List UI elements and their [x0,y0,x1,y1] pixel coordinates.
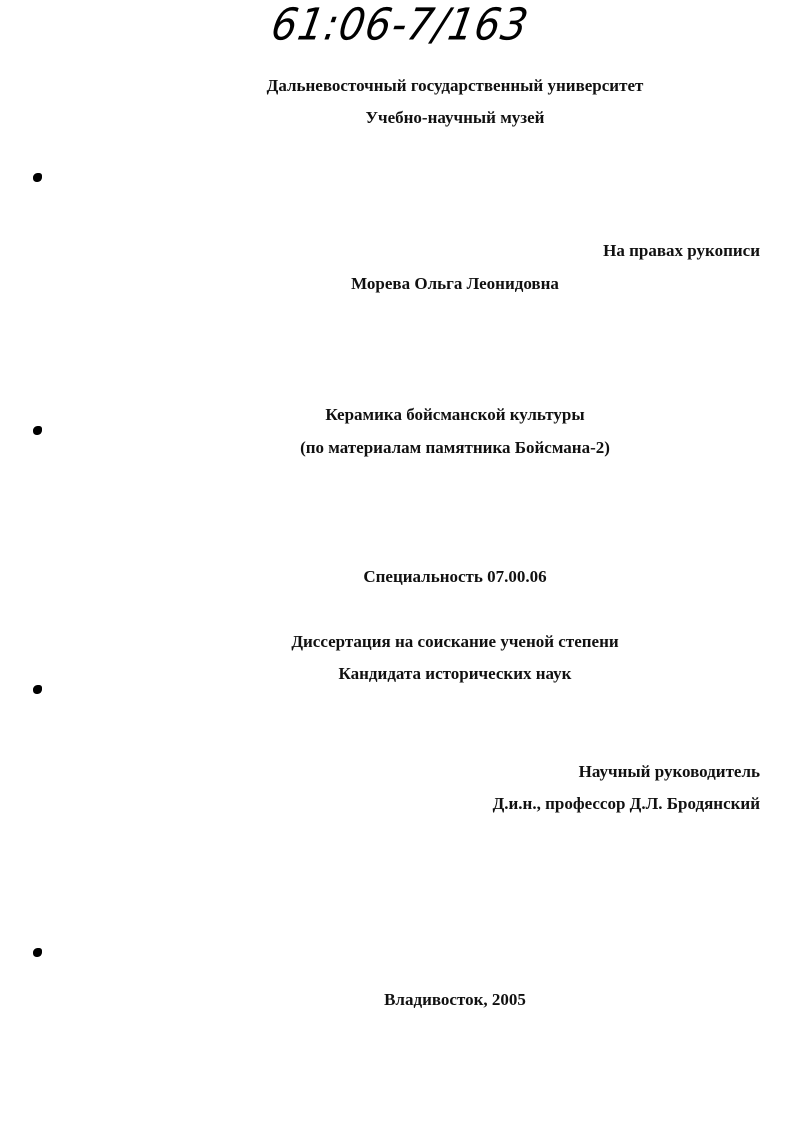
title-line-2: (по материалам памятника Бойсмана-2) [300,438,610,457]
title-line-1: Керамика бойсманской культуры [325,405,585,424]
specialty: Специальность 07.00.06 [363,567,547,586]
university-name: Дальневосточный государственный университет [266,76,644,95]
supervisor-label: Научный руководитель [578,762,760,781]
supervisor-name: Д.и.н., профессор Д.Л. Бродянский [492,794,760,813]
handwritten-code: 61:06-7/163 [267,0,533,51]
place-year: Владивосток, 2005 [384,990,526,1009]
degree-line-2: Кандидата исторических наук [338,664,572,683]
rights-note: На правах рукописи [603,241,760,260]
binding-hole-mark [33,948,42,957]
binding-hole-mark [33,685,42,694]
binding-hole-mark [33,173,42,182]
degree-line-1: Диссертация на соискание ученой степени [291,632,619,651]
binding-hole-mark [33,426,42,435]
author-name: Морева Ольга Леонидовна [351,274,559,293]
museum-name: Учебно-научный музей [365,108,545,127]
